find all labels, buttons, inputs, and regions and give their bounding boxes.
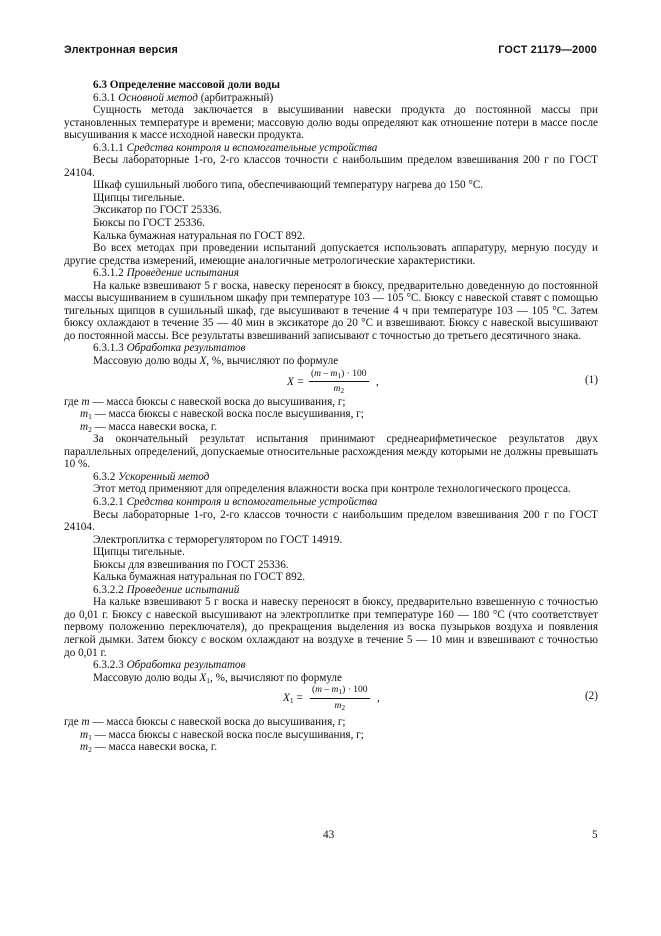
- formula-number-1: (1): [584, 373, 598, 386]
- formula-lhs: X =: [287, 375, 305, 388]
- paragraph-test-procedure: На кальке взвешивают 5 г воска, навеску переносят в бюксу, предварительно доведенную до постоянной массы высушиванием в сушильном шкафу при температуре 103 — 105 °С. Бюксу с навеской ставят с помощью тигельных щипцов в сушильный шкаф, где высушивают в течение 4 ч при температуре 103 — 105 °С. Затем бюксу охлаждают в течение 35 — 40 мин в эксикаторе до 20 °С и взвешивают. Бюксу с навеской высушивают до постоянной массы. Все результаты взвешиваний записывают с точностью до третьего десятичного знака.: [64, 279, 598, 342]
- formula-fraction: [309, 368, 369, 396]
- paragraph-method-essence: Сущность метода заключается в высушивании навески продукта до постоянной массы при установленных температуре и времени; массовую долю воды определяют как отношение потери в массе после высушивания к массе исходной навески продукта.: [64, 104, 598, 142]
- subsection-heading-6-3-1-1: 6.3.1.1 Средства контроля и вспомогательные устройства: [93, 141, 378, 154]
- paragraph-express-method: Этот метод применяют для определения влажности воска при контроле технологического процесса.: [93, 483, 571, 496]
- equipment-note: Во всех методах при проведении испытаний допускается использовать аппаратуру, мерную посуду и другие средства измерений, имеющие аналогичные метрологические характеристики.: [64, 242, 598, 267]
- subsection-heading-6-3-2-3: 6.3.2.3 Обработка результатов: [93, 659, 246, 672]
- equipment-item: Калька бумажная натуральная по ГОСТ 892.: [93, 571, 306, 584]
- section-title-6-3: 6.3 Определение массовой доли воды: [93, 79, 280, 91]
- formula-numerator: $(m - m_1) \cdot 100$: [309, 368, 369, 383]
- where-line: $m_2$ — масса навески воска, г.: [80, 420, 218, 434]
- equipment-item: Весы лабораторные 1-го, 2-го классов точности с наибольшим пределом взвешивания 200 г по ГОСТ 24104.: [64, 508, 598, 534]
- formula-lead-1: Массовую долю воды X, %, вычисляют по формуле: [93, 355, 339, 368]
- formula-denominator: $m_2$: [334, 700, 346, 712]
- equipment-item: Эксикатор по ГОСТ 25336.: [93, 204, 222, 217]
- equipment-item: Бюксы для взвешивания по ГОСТ 25336.: [93, 558, 289, 571]
- equipment-item: Шкаф сушильный любого типа, обеспечивающий температуру нагрева до 150 °С.: [93, 179, 484, 192]
- subsection-heading-6-3-1-2: 6.3.1.2 Проведение испытания: [93, 267, 239, 280]
- equipment-item: Щипцы тигельные.: [93, 546, 185, 559]
- where-line: $m_1$ — масса бюксы с навеской воска после высушивания, г;: [80, 728, 364, 742]
- header-edition-label: Электронная версия: [64, 44, 178, 56]
- equipment-item: Бюксы по ГОСТ 25336.: [93, 217, 205, 230]
- formula-lhs: $X_1$ =: [283, 692, 303, 706]
- formula-lead-2: Массовую долю воды $X_1$, %, вычисляют по формуле: [93, 671, 342, 685]
- document-body: [64, 79, 598, 755]
- formula-1: X = $\frac{(m - m_1) \cdot 100}{m_2}$ , (1): [287, 368, 598, 396]
- formula-denominator: $m_2$: [333, 384, 345, 396]
- page-number-center: 43: [323, 829, 335, 841]
- paragraph-express-procedure: На кальке взвешивают 5 г воска и навеску переносят в бюксу, предварительно взвешенную с точностью до 0,01 г. Бюксу с навеской высушивают на электроплитке при температуре 160 — 180 °С (что соответствует первому положению переключателя), до прекращения выделения из воска пузырьков воздуха и появления легкой дымки. Затем бюксу с воском охлаждают на воздухе в течение 5 — 10 мин и взвешивают с точностью до 0,01 г.: [64, 596, 598, 659]
- subsection-heading-6-3-1-3: 6.3.1.3 Обработка результатов: [93, 342, 246, 355]
- subsection-heading-6-3-2: 6.3.2 Ускоренный метод: [93, 470, 210, 483]
- subsection-heading-6-3-2-1: 6.3.2.1 Средства контроля и вспомогательные устройства: [93, 495, 378, 508]
- equipment-item: Калька бумажная натуральная по ГОСТ 892.: [93, 229, 306, 242]
- where-line: $m_2$ — масса навески воска, г.: [80, 741, 218, 755]
- formula-2: $X_1$ = $\frac{(m - m_1) \cdot 100}{m_2}$ , (2): [283, 685, 598, 712]
- where-line: где m — масса бюксы с навеской воска до высушивания, г;: [64, 716, 346, 729]
- where-line: $m_1$ — масса бюксы с навеской воска после высушивания, г;: [80, 408, 364, 422]
- formula-numerator: $(m - m_1) \cdot 100$: [310, 684, 370, 699]
- formula-number-2: (2): [584, 690, 598, 703]
- paragraph-final-result: За окончательный результат испытания принимают среднеарифметическое результатов двух параллельных определений, допускаемые относительные расхождения между которыми не должны превышать 10 %.: [64, 433, 598, 471]
- equipment-item: Щипцы тигельные.: [93, 191, 185, 204]
- equipment-item: Весы лабораторные 1-го, 2-го классов точности с наибольшим пределом взвешивания 200 г по ГОСТ 24104.: [64, 154, 598, 179]
- page-number-right: 5: [592, 829, 598, 841]
- header-standard-code: ГОСТ 21179—2000: [498, 44, 597, 56]
- where-line: где m — масса бюксы с навеской воска до высушивания, г;: [64, 395, 346, 408]
- subsection-heading-6-3-1: 6.3.1 Основной метод (арбитражный): [93, 91, 274, 104]
- subsection-heading-6-3-2-2: 6.3.2.2 Проведение испытаний: [93, 583, 240, 596]
- formula-fraction: [310, 684, 370, 712]
- equipment-item: Электроплитка с терморегулятором по ГОСТ 14919.: [93, 533, 343, 546]
